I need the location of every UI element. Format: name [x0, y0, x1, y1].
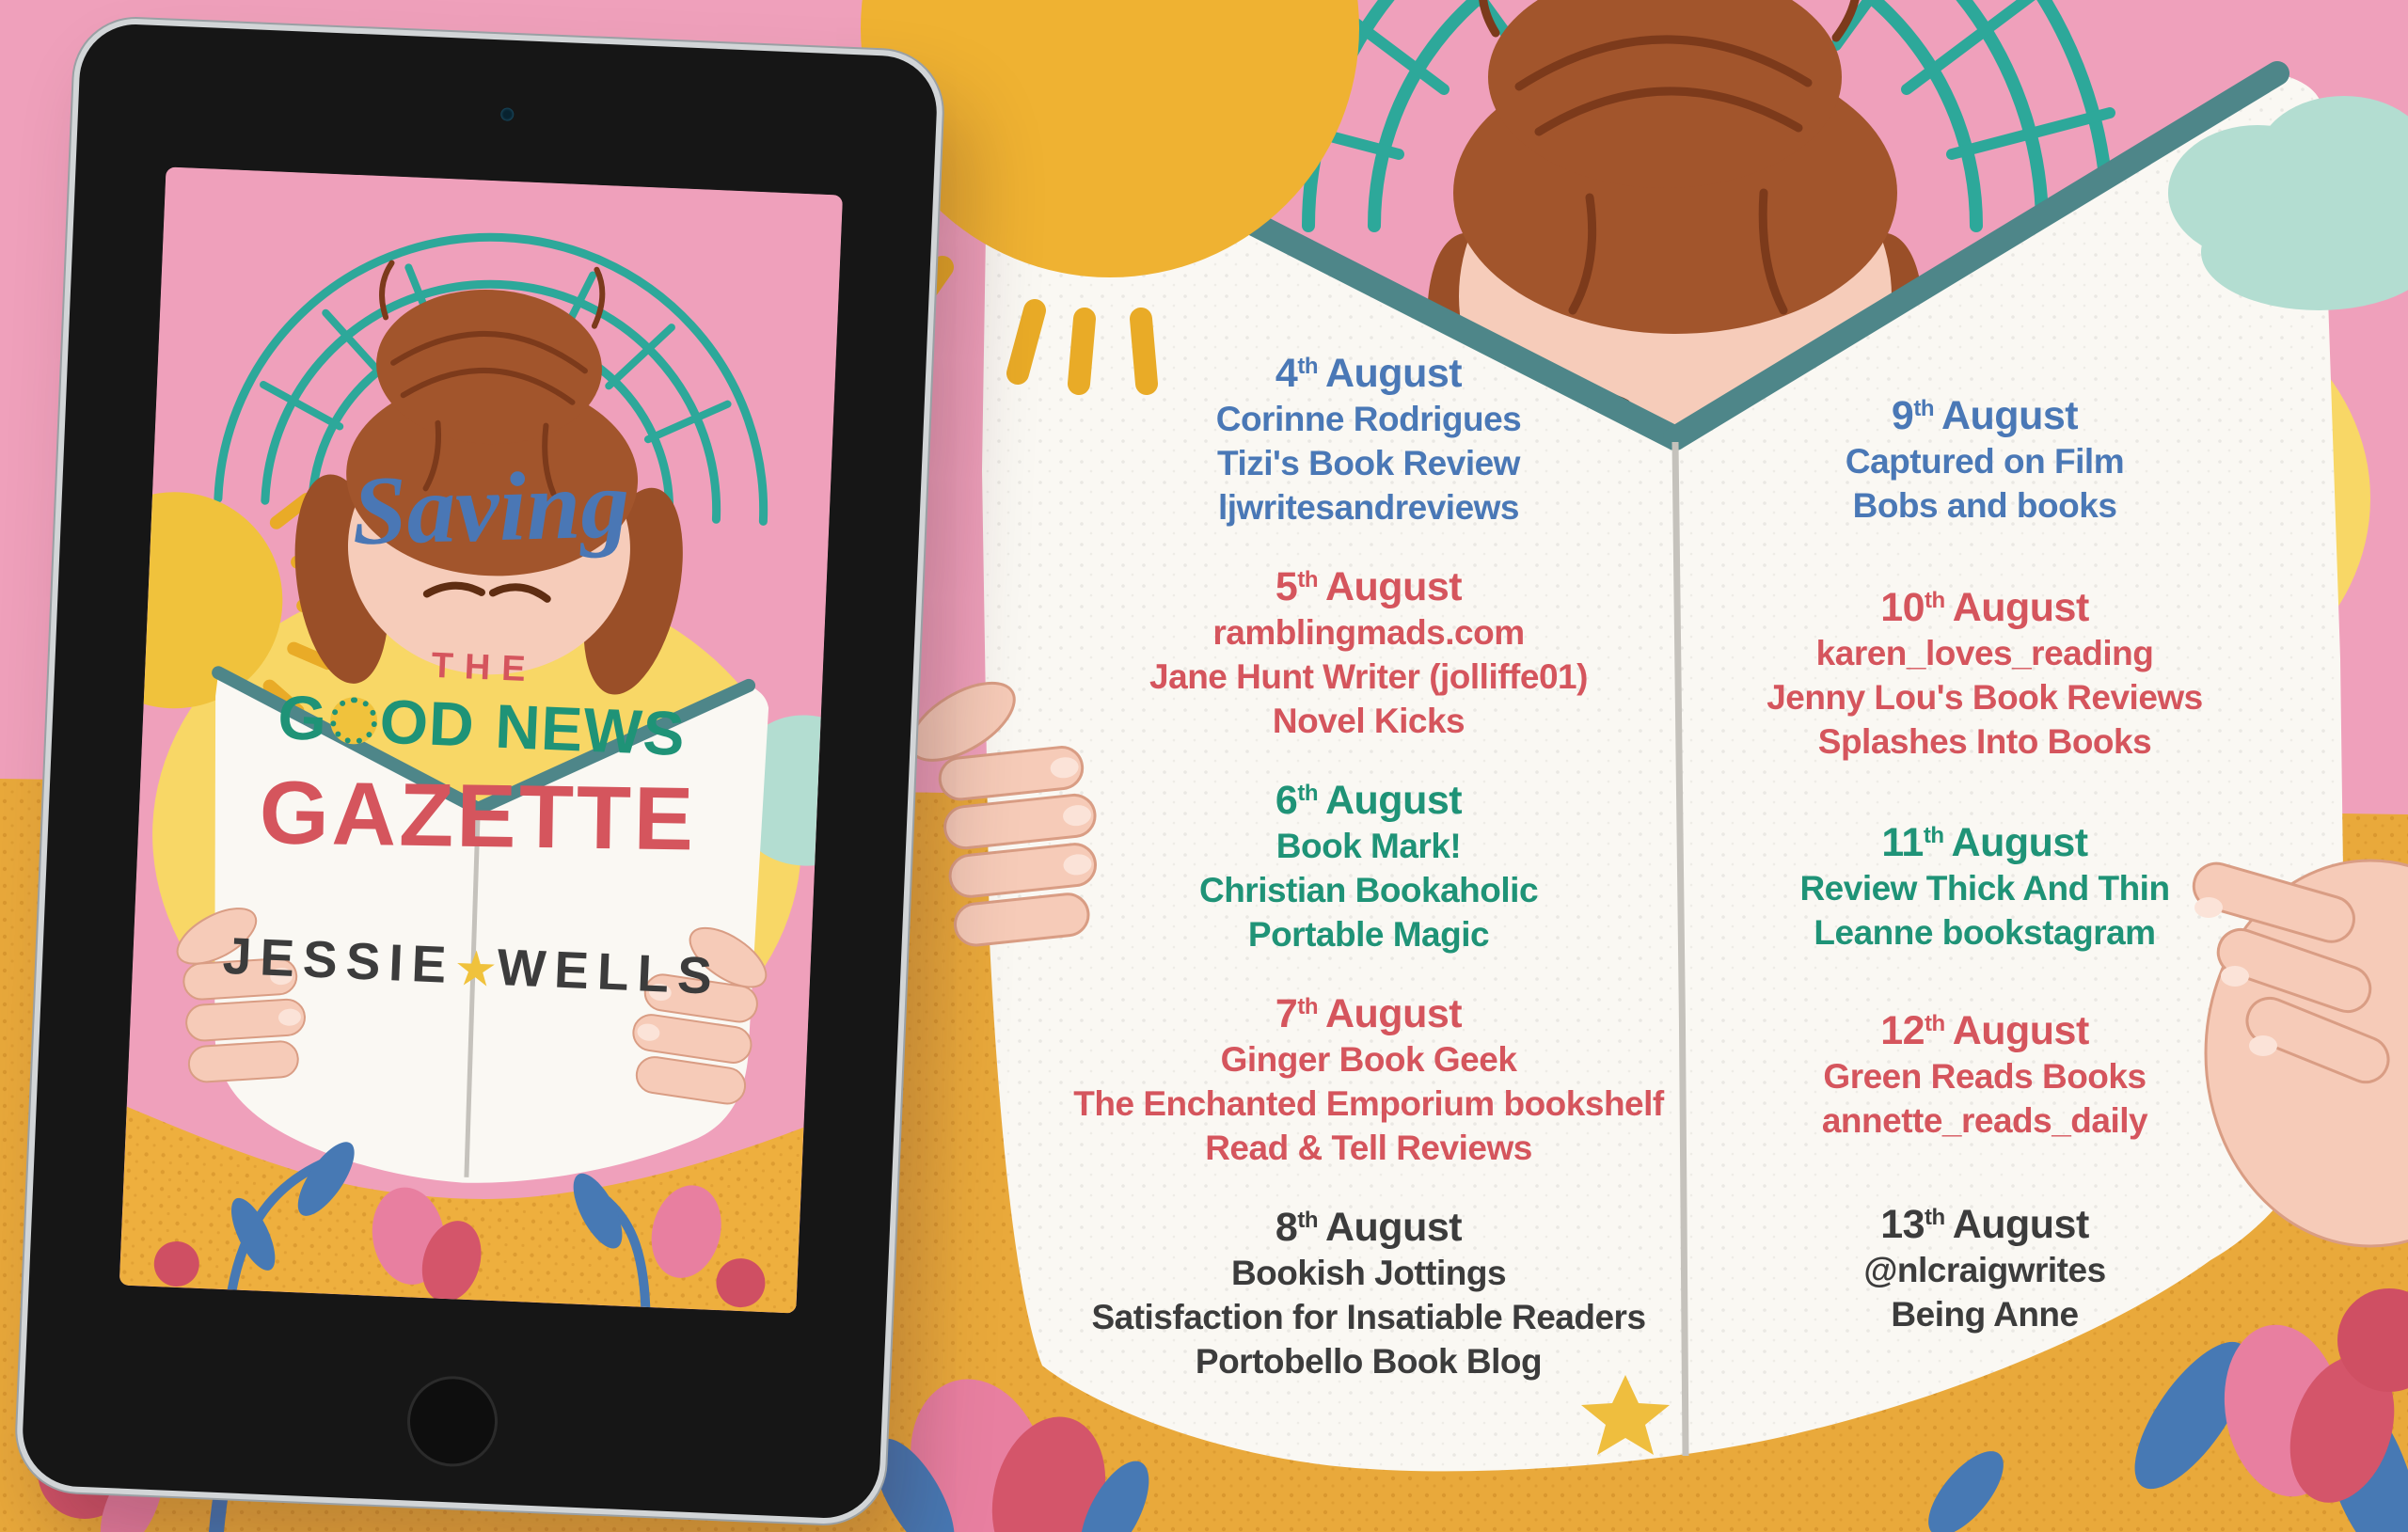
- blog-name: Bookish Jottings: [1230, 1254, 1507, 1292]
- good-g: G: [277, 682, 329, 754]
- blog-name: Read & Tell Reviews: [1205, 1129, 1532, 1167]
- blog-name: ljwritesandreviews: [1217, 488, 1520, 527]
- tour-entry-aug-4: [1039, 351, 1698, 529]
- blog-name: Being Anne: [1891, 1295, 2079, 1334]
- tour-entry-aug-13: [1656, 1202, 2314, 1336]
- tour-date: 9th August: [1891, 393, 2079, 438]
- blog-name: Portable Magic: [1247, 915, 1490, 954]
- tour-date: 11th August: [1881, 820, 2088, 865]
- tour-date: 6th August: [1275, 778, 1463, 823]
- blog-name: Ginger Book Geek: [1220, 1040, 1517, 1079]
- blog-name: Christian Bookaholic: [1198, 871, 1539, 909]
- cover-title-saving: Saving: [350, 450, 631, 566]
- blog-name: annette_reads_daily: [1821, 1101, 2148, 1140]
- tablet-screen: [119, 166, 843, 1313]
- blog-name: Tizi's Book Review: [1217, 444, 1520, 482]
- tour-entry-aug-10: [1656, 585, 2314, 764]
- blog-name: Book Mark!: [1275, 827, 1462, 865]
- blog-name: Review Thick And Thin: [1799, 869, 2170, 908]
- tour-date: 7th August: [1275, 991, 1463, 1036]
- blog-name: The Enchanted Emporium bookshelf: [1073, 1084, 1664, 1123]
- tour-date: 8th August: [1275, 1205, 1463, 1250]
- tour-date: 13th August: [1880, 1202, 2089, 1247]
- tour-entry-aug-5: [1039, 564, 1698, 743]
- news-word: NEWS: [494, 690, 688, 769]
- tour-entry-aug-6: [1039, 778, 1698, 956]
- cover-title-gazette: GAZETTE: [259, 763, 697, 870]
- blog-name: Splashes Into Books: [1817, 722, 2152, 761]
- blog-name: Novel Kicks: [1272, 702, 1465, 740]
- tour-date: 4th August: [1275, 351, 1463, 396]
- tour-date: 5th August: [1275, 564, 1463, 609]
- blog-name: Satisfaction for Insatiable Readers: [1091, 1298, 1646, 1336]
- blog-name: Jenny Lou's Book Reviews: [1766, 678, 2203, 717]
- tour-entry-aug-7: [1039, 991, 1698, 1170]
- author-last-name: WELLS: [496, 937, 722, 1005]
- cover-title-the: THE: [430, 645, 538, 690]
- blog-name: Corinne Rodrigues: [1215, 400, 1522, 438]
- blog-name: Bobs and books: [1852, 486, 2117, 525]
- author-first-name: JESSIE: [221, 925, 456, 995]
- blog-name: Leanne bookstagram: [1814, 913, 2156, 952]
- sun-o-icon: [329, 696, 378, 745]
- blog-name: @nlcraigwrites: [1863, 1251, 2106, 1289]
- tablet-device: [15, 16, 945, 1525]
- star-icon: ★: [455, 943, 497, 994]
- blog-name: Green Reads Books: [1823, 1057, 2147, 1096]
- home-button: [405, 1374, 499, 1468]
- camera-icon: [500, 107, 515, 121]
- tour-date: 10th August: [1880, 585, 2089, 630]
- blog-name: karen_loves_reading: [1815, 634, 2154, 672]
- good-od: OD: [378, 686, 477, 760]
- tour-date: 12th August: [1880, 1008, 2089, 1053]
- blog-name: Jane Hunt Writer (jolliffe01): [1149, 657, 1588, 696]
- tour-entry-aug-9: [1656, 393, 2314, 528]
- tour-entry-aug-12: [1656, 1008, 2314, 1143]
- tour-entry-aug-8: [1039, 1205, 1698, 1383]
- blog-name: Portobello Book Blog: [1195, 1342, 1543, 1381]
- tour-entry-aug-11: [1656, 820, 2314, 955]
- blog-name: Captured on Film: [1845, 442, 2125, 481]
- blog-name: ramblingmads.com: [1212, 613, 1525, 652]
